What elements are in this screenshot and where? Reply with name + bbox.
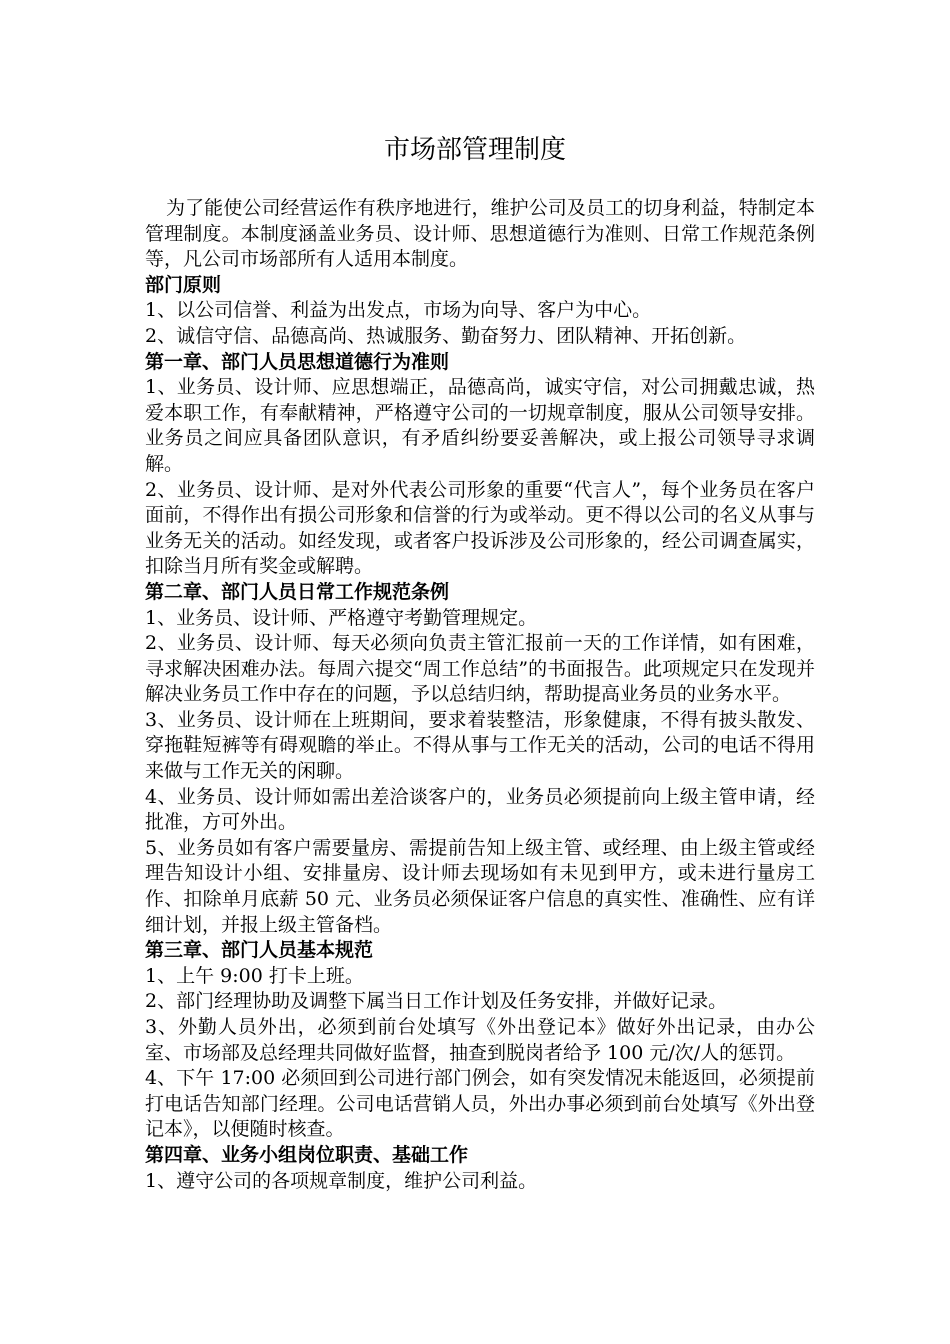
intro-paragraph: 为了能使公司经营运作有秩序地进行，维护公司及员工的切身利益，特制定本管理制度。本制度涵盖业务员、设计师、思想道德行为准则、日常工作规范条例等，凡公司市场部所有人适用本制度。 — [145, 197, 815, 271]
chapter-4-item: 1、遵守公司的各项规章制度，维护公司利益。 — [145, 1169, 538, 1192]
chapter-2-item: 2、业务员、设计师、每天必须向负责主管汇报前一天的工作详情，如有困难，寻求解决困难办法。每周六提交“周工作总结”的书面报告。此项规定只在发现并解决业务员工作中存在的问题，予以总结归纳，帮助提高业务员的业务水平。 — [145, 632, 815, 706]
section-heading-principles: 部门原则 — [145, 273, 222, 296]
section-heading-chapter-4: 第四章、业务小组岗位职责、基础工作 — [145, 1143, 469, 1166]
chapter-1-item: 2、业务员、设计师、是对外代表公司形象的重要“代言人”，每个业务员在客户面前，不得作出有损公司形象和信誉的行为或举动。更不得以公司的名义从事与业务无关的活动。如经发现，或者客户投诉涉及公司形象的，经公司调查属实，扣除当月所有奖金或解聘。 — [145, 478, 815, 578]
chapter-3-item: 4、下午 17:00 必须回到公司进行部门例会，如有突发情况未能返回，必须提前打电话告知部门经理。公司电话营销人员，外出办事必须到前台处填写《外出登记本》，以便随时核查。 — [145, 1067, 815, 1141]
chapter-2-item: 5、业务员如有客户需要量房、需提前告知上级主管、或经理、由上级主管或经理告知设计小组、安排量房、设计师去现场如有未见到甲方，或未进行量房工作、扣除单月底薪 50 元、业务员必须保证客户信息的真实性、准确性、应有详细计划，并报上级主管备档。 — [145, 836, 815, 936]
section-heading-chapter-1: 第一章、部门人员思想道德行为准则 — [145, 350, 450, 373]
chapter-3-item: 1、上午 9:00 打卡上班。 — [145, 964, 364, 987]
chapter-3-item: 3、外勤人员外出，必须到前台处填写《外出登记本》做好外出记录，由办公室、市场部及总经理共同做好监督，抽查到脱岗者给予 100 元/次/人的惩罚。 — [145, 1016, 815, 1064]
chapter-1-item: 1、业务员、设计师、应思想端正，品德高尚，诚实守信，对公司拥戴忠诚，热爱本职工作，有奉献精神，严格遵守公司的一切规章制度，服从公司领导安排。业务员之间应具备团队意识，有矛盾纠纷要妥善解决，或上报公司领导寻求调解。 — [145, 376, 815, 475]
principle-item: 2、诚信守信、品德高尚、热诚服务、勤奋努力、团队精神、开拓创新。 — [145, 324, 747, 347]
section-heading-chapter-2: 第二章、部门人员日常工作规范条例 — [145, 580, 450, 603]
principle-item: 1、以公司信誉、利益为出发点，市场为向导、客户为中心。 — [145, 299, 652, 322]
chapter-3-item: 2、部门经理协助及调整下属当日工作计划及任务安排，并做好记录。 — [145, 990, 728, 1013]
chapter-2-item: 1、业务员、设计师、严格遵守考勤管理规定。 — [145, 606, 538, 629]
section-heading-chapter-3: 第三章、部门人员基本规范 — [145, 939, 374, 962]
document-title: 市场部管理制度 — [383, 135, 566, 165]
document-body — [145, 196, 815, 1194]
chapter-2-item: 3、业务员、设计师在上班期间，要求着装整洁，形象健康，不得有披头散发、穿拖鞋短裤等有碍观瞻的举止。不得从事与工作无关的活动，公司的电话不得用来做与工作无关的闲聊。 — [145, 708, 815, 783]
chapter-2-item: 4、业务员、设计师如需出差洽谈客户的，业务员必须提前向上级主管申请，经批准，方可外出。 — [145, 785, 815, 834]
